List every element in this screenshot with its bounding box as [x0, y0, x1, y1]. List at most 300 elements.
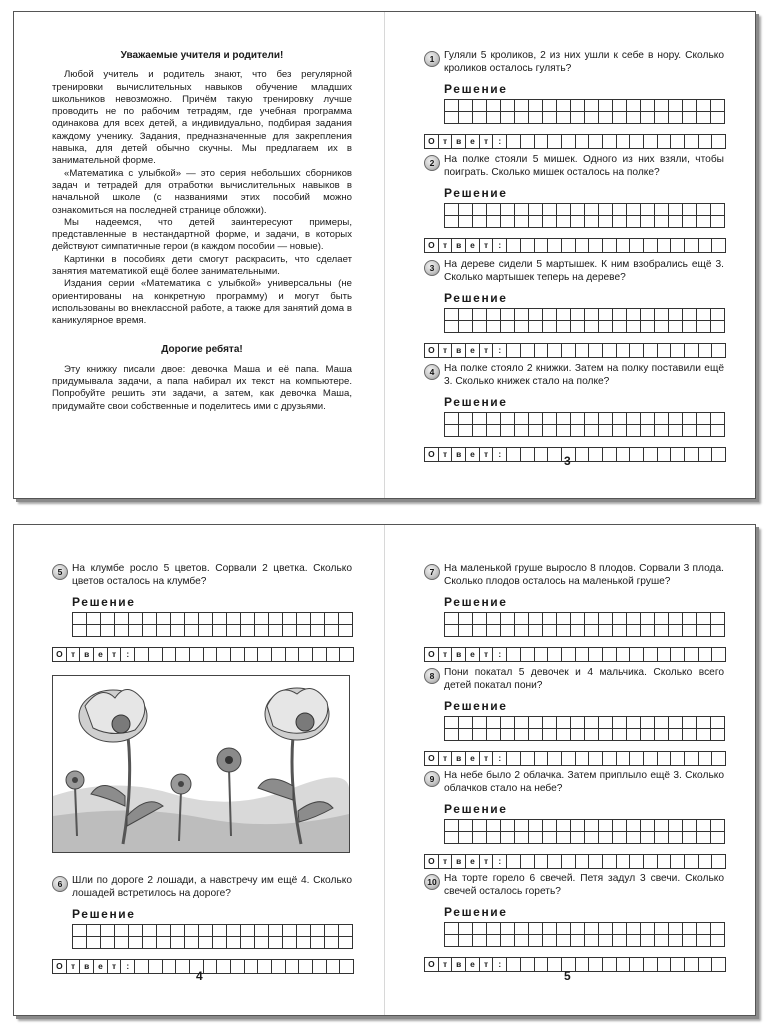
- grid-cell[interactable]: [599, 112, 613, 123]
- grid-cell[interactable]: [543, 112, 557, 123]
- grid-cell[interactable]: [445, 216, 459, 227]
- answer-cell[interactable]: [204, 648, 218, 661]
- answer-cell[interactable]: [699, 239, 713, 252]
- grid-cell[interactable]: [627, 216, 641, 227]
- grid-cell[interactable]: [599, 729, 613, 740]
- grid-cell[interactable]: [515, 935, 529, 946]
- grid-cell[interactable]: [445, 100, 459, 111]
- grid-cell[interactable]: [585, 425, 599, 436]
- grid-cell[interactable]: [697, 832, 711, 843]
- grid-cell[interactable]: [543, 832, 557, 843]
- answer-cell[interactable]: [176, 648, 190, 661]
- grid-cell[interactable]: [613, 935, 627, 946]
- grid-cell[interactable]: [683, 309, 697, 320]
- grid-cell[interactable]: [655, 309, 669, 320]
- grid-cell[interactable]: [487, 717, 501, 728]
- solution-grid[interactable]: [444, 612, 725, 637]
- grid-cell[interactable]: [529, 100, 543, 111]
- grid-cell[interactable]: [445, 425, 459, 436]
- grid-cell[interactable]: [711, 729, 725, 740]
- grid-cell[interactable]: [613, 613, 627, 624]
- grid-cell[interactable]: [683, 832, 697, 843]
- solution-grid[interactable]: [444, 922, 725, 947]
- grid-cell[interactable]: [641, 112, 655, 123]
- answer-cell[interactable]: [617, 239, 631, 252]
- grid-cell[interactable]: [325, 925, 339, 936]
- grid-cell[interactable]: [711, 923, 725, 934]
- grid-cell[interactable]: [515, 625, 529, 636]
- grid-cell[interactable]: [669, 832, 683, 843]
- answer-cell[interactable]: [712, 958, 725, 971]
- grid-cell[interactable]: [655, 820, 669, 831]
- answer-cell[interactable]: [630, 855, 644, 868]
- grid-cell[interactable]: [683, 204, 697, 215]
- grid-cell[interactable]: [627, 613, 641, 624]
- grid-cell[interactable]: [129, 925, 143, 936]
- grid-cell[interactable]: [613, 717, 627, 728]
- grid-cell[interactable]: [283, 925, 297, 936]
- answer-cell[interactable]: [589, 958, 603, 971]
- grid-cell[interactable]: [543, 625, 557, 636]
- grid-cell[interactable]: [487, 100, 501, 111]
- answer-cell[interactable]: [671, 855, 685, 868]
- answer-cell[interactable]: [521, 344, 535, 357]
- grid-cell[interactable]: [655, 413, 669, 424]
- grid-cell[interactable]: [543, 309, 557, 320]
- grid-cell[interactable]: [445, 820, 459, 831]
- grid-cell[interactable]: [613, 112, 627, 123]
- answer-cell[interactable]: [630, 344, 644, 357]
- grid-cell[interactable]: [297, 925, 311, 936]
- grid-cell[interactable]: [487, 625, 501, 636]
- grid-cell[interactable]: [101, 613, 115, 624]
- grid-cell[interactable]: [543, 820, 557, 831]
- grid-cell[interactable]: [711, 204, 725, 215]
- grid-cell[interactable]: [171, 613, 185, 624]
- grid-cell[interactable]: [641, 625, 655, 636]
- solution-grid[interactable]: [444, 819, 725, 844]
- grid-cell[interactable]: [459, 112, 473, 123]
- answer-row[interactable]: [424, 343, 726, 358]
- answer-row[interactable]: [424, 447, 726, 462]
- grid-cell[interactable]: [501, 413, 515, 424]
- grid-cell[interactable]: [655, 321, 669, 332]
- solution-grid[interactable]: [444, 716, 725, 741]
- grid-cell[interactable]: [297, 625, 311, 636]
- grid-cell[interactable]: [557, 625, 571, 636]
- grid-cell[interactable]: [613, 923, 627, 934]
- answer-cell[interactable]: [685, 648, 699, 661]
- answer-cell[interactable]: [507, 752, 521, 765]
- grid-cell[interactable]: [599, 820, 613, 831]
- grid-cell[interactable]: [213, 625, 227, 636]
- grid-cell[interactable]: [185, 937, 199, 948]
- grid-cell[interactable]: [683, 935, 697, 946]
- grid-cell[interactable]: [515, 613, 529, 624]
- grid-cell[interactable]: [515, 729, 529, 740]
- grid-cell[interactable]: [543, 935, 557, 946]
- grid-cell[interactable]: [669, 923, 683, 934]
- grid-cell[interactable]: [585, 832, 599, 843]
- grid-cell[interactable]: [627, 729, 641, 740]
- answer-cell[interactable]: [327, 960, 341, 973]
- grid-cell[interactable]: [599, 625, 613, 636]
- answer-cell[interactable]: [644, 855, 658, 868]
- grid-cell[interactable]: [241, 625, 255, 636]
- grid-cell[interactable]: [641, 321, 655, 332]
- grid-cell[interactable]: [515, 321, 529, 332]
- grid-cell[interactable]: [557, 204, 571, 215]
- answer-cell[interactable]: [562, 855, 576, 868]
- grid-cell[interactable]: [529, 625, 543, 636]
- grid-cell[interactable]: [459, 923, 473, 934]
- answer-cell[interactable]: [603, 344, 617, 357]
- grid-cell[interactable]: [445, 413, 459, 424]
- answer-cell[interactable]: [258, 960, 272, 973]
- answer-cell[interactable]: [712, 135, 725, 148]
- grid-cell[interactable]: [501, 309, 515, 320]
- grid-cell[interactable]: [655, 923, 669, 934]
- grid-cell[interactable]: [129, 613, 143, 624]
- grid-cell[interactable]: [669, 625, 683, 636]
- grid-cell[interactable]: [627, 112, 641, 123]
- answer-cell[interactable]: [671, 958, 685, 971]
- grid-cell[interactable]: [655, 625, 669, 636]
- grid-cell[interactable]: [697, 613, 711, 624]
- grid-cell[interactable]: [529, 923, 543, 934]
- answer-cell[interactable]: [671, 648, 685, 661]
- grid-cell[interactable]: [711, 112, 725, 123]
- grid-cell[interactable]: [255, 613, 269, 624]
- grid-cell[interactable]: [199, 613, 213, 624]
- grid-cell[interactable]: [227, 937, 241, 948]
- answer-cell[interactable]: [671, 135, 685, 148]
- grid-cell[interactable]: [669, 425, 683, 436]
- solution-grid[interactable]: [72, 612, 353, 637]
- grid-cell[interactable]: [711, 625, 725, 636]
- grid-cell[interactable]: [669, 321, 683, 332]
- grid-cell[interactable]: [171, 937, 185, 948]
- grid-cell[interactable]: [101, 937, 115, 948]
- answer-cell[interactable]: [630, 648, 644, 661]
- grid-cell[interactable]: [515, 204, 529, 215]
- answer-cell[interactable]: [535, 344, 549, 357]
- answer-cell[interactable]: [658, 648, 672, 661]
- answer-cell[interactable]: [644, 135, 658, 148]
- grid-cell[interactable]: [669, 935, 683, 946]
- grid-cell[interactable]: [543, 216, 557, 227]
- grid-cell[interactable]: [87, 625, 101, 636]
- grid-cell[interactable]: [115, 937, 129, 948]
- grid-cell[interactable]: [627, 204, 641, 215]
- grid-cell[interactable]: [627, 413, 641, 424]
- answer-cell[interactable]: [617, 958, 631, 971]
- grid-cell[interactable]: [515, 216, 529, 227]
- answer-cell[interactable]: [340, 960, 353, 973]
- answer-cell[interactable]: [589, 135, 603, 148]
- grid-cell[interactable]: [571, 613, 585, 624]
- grid-cell[interactable]: [473, 729, 487, 740]
- answer-row[interactable]: [424, 647, 726, 662]
- grid-cell[interactable]: [255, 925, 269, 936]
- grid-cell[interactable]: [515, 425, 529, 436]
- grid-cell[interactable]: [445, 309, 459, 320]
- grid-cell[interactable]: [613, 100, 627, 111]
- grid-cell[interactable]: [459, 832, 473, 843]
- answer-cell[interactable]: [548, 135, 562, 148]
- answer-cell[interactable]: [644, 448, 658, 461]
- grid-cell[interactable]: [613, 204, 627, 215]
- grid-cell[interactable]: [501, 625, 515, 636]
- grid-cell[interactable]: [297, 613, 311, 624]
- answer-cell[interactable]: [507, 648, 521, 661]
- grid-cell[interactable]: [641, 935, 655, 946]
- grid-cell[interactable]: [101, 925, 115, 936]
- grid-cell[interactable]: [459, 729, 473, 740]
- answer-cell[interactable]: [658, 855, 672, 868]
- grid-cell[interactable]: [697, 729, 711, 740]
- grid-cell[interactable]: [459, 321, 473, 332]
- answer-cell[interactable]: [699, 135, 713, 148]
- answer-cell[interactable]: [589, 855, 603, 868]
- answer-cell[interactable]: [521, 958, 535, 971]
- grid-cell[interactable]: [557, 112, 571, 123]
- grid-cell[interactable]: [655, 613, 669, 624]
- grid-cell[interactable]: [613, 425, 627, 436]
- answer-cell[interactable]: [589, 752, 603, 765]
- grid-cell[interactable]: [627, 625, 641, 636]
- answer-cell[interactable]: [685, 855, 699, 868]
- grid-cell[interactable]: [543, 613, 557, 624]
- grid-cell[interactable]: [571, 923, 585, 934]
- answer-cell[interactable]: [521, 648, 535, 661]
- grid-cell[interactable]: [683, 425, 697, 436]
- grid-cell[interactable]: [585, 321, 599, 332]
- grid-cell[interactable]: [585, 729, 599, 740]
- answer-cell[interactable]: [630, 239, 644, 252]
- answer-cell[interactable]: [548, 752, 562, 765]
- grid-cell[interactable]: [543, 717, 557, 728]
- solution-grid[interactable]: [444, 308, 725, 333]
- grid-cell[interactable]: [711, 216, 725, 227]
- grid-cell[interactable]: [529, 413, 543, 424]
- grid-cell[interactable]: [599, 832, 613, 843]
- answer-cell[interactable]: [658, 135, 672, 148]
- answer-cell[interactable]: [507, 239, 521, 252]
- grid-cell[interactable]: [627, 425, 641, 436]
- grid-cell[interactable]: [613, 216, 627, 227]
- grid-cell[interactable]: [627, 820, 641, 831]
- grid-cell[interactable]: [311, 613, 325, 624]
- grid-cell[interactable]: [571, 625, 585, 636]
- grid-cell[interactable]: [115, 613, 129, 624]
- answer-cell[interactable]: [617, 135, 631, 148]
- grid-cell[interactable]: [459, 625, 473, 636]
- grid-cell[interactable]: [269, 925, 283, 936]
- grid-cell[interactable]: [227, 613, 241, 624]
- grid-cell[interactable]: [445, 204, 459, 215]
- answer-cell[interactable]: [507, 448, 521, 461]
- grid-cell[interactable]: [683, 112, 697, 123]
- answer-cell[interactable]: [671, 752, 685, 765]
- grid-cell[interactable]: [325, 937, 339, 948]
- grid-cell[interactable]: [473, 321, 487, 332]
- grid-cell[interactable]: [557, 613, 571, 624]
- grid-cell[interactable]: [501, 112, 515, 123]
- grid-cell[interactable]: [501, 923, 515, 934]
- answer-cell[interactable]: [327, 648, 341, 661]
- grid-cell[interactable]: [473, 717, 487, 728]
- grid-cell[interactable]: [641, 717, 655, 728]
- grid-cell[interactable]: [585, 717, 599, 728]
- grid-cell[interactable]: [459, 309, 473, 320]
- grid-cell[interactable]: [529, 216, 543, 227]
- grid-cell[interactable]: [571, 832, 585, 843]
- grid-cell[interactable]: [683, 413, 697, 424]
- grid-cell[interactable]: [655, 935, 669, 946]
- grid-cell[interactable]: [711, 321, 725, 332]
- grid-cell[interactable]: [325, 613, 339, 624]
- grid-cell[interactable]: [599, 613, 613, 624]
- answer-cell[interactable]: [617, 855, 631, 868]
- answer-cell[interactable]: [603, 855, 617, 868]
- answer-cell[interactable]: [576, 752, 590, 765]
- grid-cell[interactable]: [473, 923, 487, 934]
- grid-cell[interactable]: [571, 216, 585, 227]
- answer-cell[interactable]: [644, 752, 658, 765]
- grid-cell[interactable]: [571, 935, 585, 946]
- grid-cell[interactable]: [711, 100, 725, 111]
- grid-cell[interactable]: [669, 204, 683, 215]
- answer-cell[interactable]: [217, 960, 231, 973]
- answer-cell[interactable]: [258, 648, 272, 661]
- grid-cell[interactable]: [157, 937, 171, 948]
- grid-cell[interactable]: [73, 925, 87, 936]
- answer-cell[interactable]: [617, 648, 631, 661]
- grid-cell[interactable]: [445, 321, 459, 332]
- grid-cell[interactable]: [571, 100, 585, 111]
- grid-cell[interactable]: [557, 717, 571, 728]
- grid-cell[interactable]: [487, 309, 501, 320]
- answer-cell[interactable]: [712, 448, 725, 461]
- grid-cell[interactable]: [599, 309, 613, 320]
- grid-cell[interactable]: [711, 832, 725, 843]
- grid-cell[interactable]: [711, 935, 725, 946]
- grid-cell[interactable]: [269, 625, 283, 636]
- grid-cell[interactable]: [697, 923, 711, 934]
- answer-cell[interactable]: [589, 648, 603, 661]
- grid-cell[interactable]: [599, 100, 613, 111]
- answer-cell[interactable]: [535, 752, 549, 765]
- grid-cell[interactable]: [655, 204, 669, 215]
- grid-cell[interactable]: [339, 613, 353, 624]
- grid-cell[interactable]: [655, 832, 669, 843]
- answer-cell[interactable]: [712, 239, 725, 252]
- grid-cell[interactable]: [487, 425, 501, 436]
- answer-cell[interactable]: [548, 448, 562, 461]
- grid-cell[interactable]: [669, 820, 683, 831]
- answer-cell[interactable]: [712, 855, 725, 868]
- grid-cell[interactable]: [613, 625, 627, 636]
- grid-cell[interactable]: [571, 321, 585, 332]
- grid-cell[interactable]: [487, 112, 501, 123]
- grid-cell[interactable]: [585, 820, 599, 831]
- grid-cell[interactable]: [445, 832, 459, 843]
- answer-cell[interactable]: [630, 958, 644, 971]
- answer-cell[interactable]: [671, 344, 685, 357]
- answer-cell[interactable]: [685, 344, 699, 357]
- grid-cell[interactable]: [473, 832, 487, 843]
- grid-cell[interactable]: [269, 937, 283, 948]
- grid-cell[interactable]: [339, 925, 353, 936]
- grid-cell[interactable]: [641, 413, 655, 424]
- grid-cell[interactable]: [697, 112, 711, 123]
- answer-cell[interactable]: [521, 752, 535, 765]
- answer-cell[interactable]: [630, 448, 644, 461]
- grid-cell[interactable]: [473, 820, 487, 831]
- answer-cell[interactable]: [521, 448, 535, 461]
- grid-cell[interactable]: [571, 204, 585, 215]
- grid-cell[interactable]: [487, 216, 501, 227]
- answer-cell[interactable]: [190, 648, 204, 661]
- grid-cell[interactable]: [641, 923, 655, 934]
- grid-cell[interactable]: [557, 832, 571, 843]
- answer-cell[interactable]: [630, 752, 644, 765]
- grid-cell[interactable]: [571, 820, 585, 831]
- answer-cell[interactable]: [589, 344, 603, 357]
- grid-cell[interactable]: [129, 937, 143, 948]
- grid-cell[interactable]: [697, 321, 711, 332]
- grid-cell[interactable]: [87, 925, 101, 936]
- answer-cell[interactable]: [562, 752, 576, 765]
- answer-cell[interactable]: [507, 344, 521, 357]
- answer-cell[interactable]: [576, 855, 590, 868]
- answer-cell[interactable]: [671, 239, 685, 252]
- grid-cell[interactable]: [501, 216, 515, 227]
- answer-cell[interactable]: [576, 344, 590, 357]
- answer-cell[interactable]: [603, 958, 617, 971]
- answer-cell[interactable]: [507, 135, 521, 148]
- grid-cell[interactable]: [571, 309, 585, 320]
- answer-cell[interactable]: [671, 448, 685, 461]
- grid-cell[interactable]: [487, 935, 501, 946]
- grid-cell[interactable]: [487, 613, 501, 624]
- grid-cell[interactable]: [683, 717, 697, 728]
- answer-cell[interactable]: [576, 648, 590, 661]
- grid-cell[interactable]: [157, 925, 171, 936]
- grid-cell[interactable]: [683, 100, 697, 111]
- grid-cell[interactable]: [529, 112, 543, 123]
- grid-cell[interactable]: [669, 729, 683, 740]
- answer-cell[interactable]: [699, 344, 713, 357]
- grid-cell[interactable]: [283, 625, 297, 636]
- grid-cell[interactable]: [199, 925, 213, 936]
- grid-cell[interactable]: [473, 425, 487, 436]
- grid-cell[interactable]: [171, 625, 185, 636]
- answer-cell[interactable]: [286, 648, 300, 661]
- answer-cell[interactable]: [630, 135, 644, 148]
- grid-cell[interactable]: [711, 717, 725, 728]
- grid-cell[interactable]: [501, 321, 515, 332]
- grid-cell[interactable]: [501, 613, 515, 624]
- grid-cell[interactable]: [669, 112, 683, 123]
- grid-cell[interactable]: [459, 100, 473, 111]
- grid-cell[interactable]: [87, 937, 101, 948]
- grid-cell[interactable]: [697, 717, 711, 728]
- answer-cell[interactable]: [712, 344, 725, 357]
- grid-cell[interactable]: [339, 937, 353, 948]
- answer-cell[interactable]: [644, 344, 658, 357]
